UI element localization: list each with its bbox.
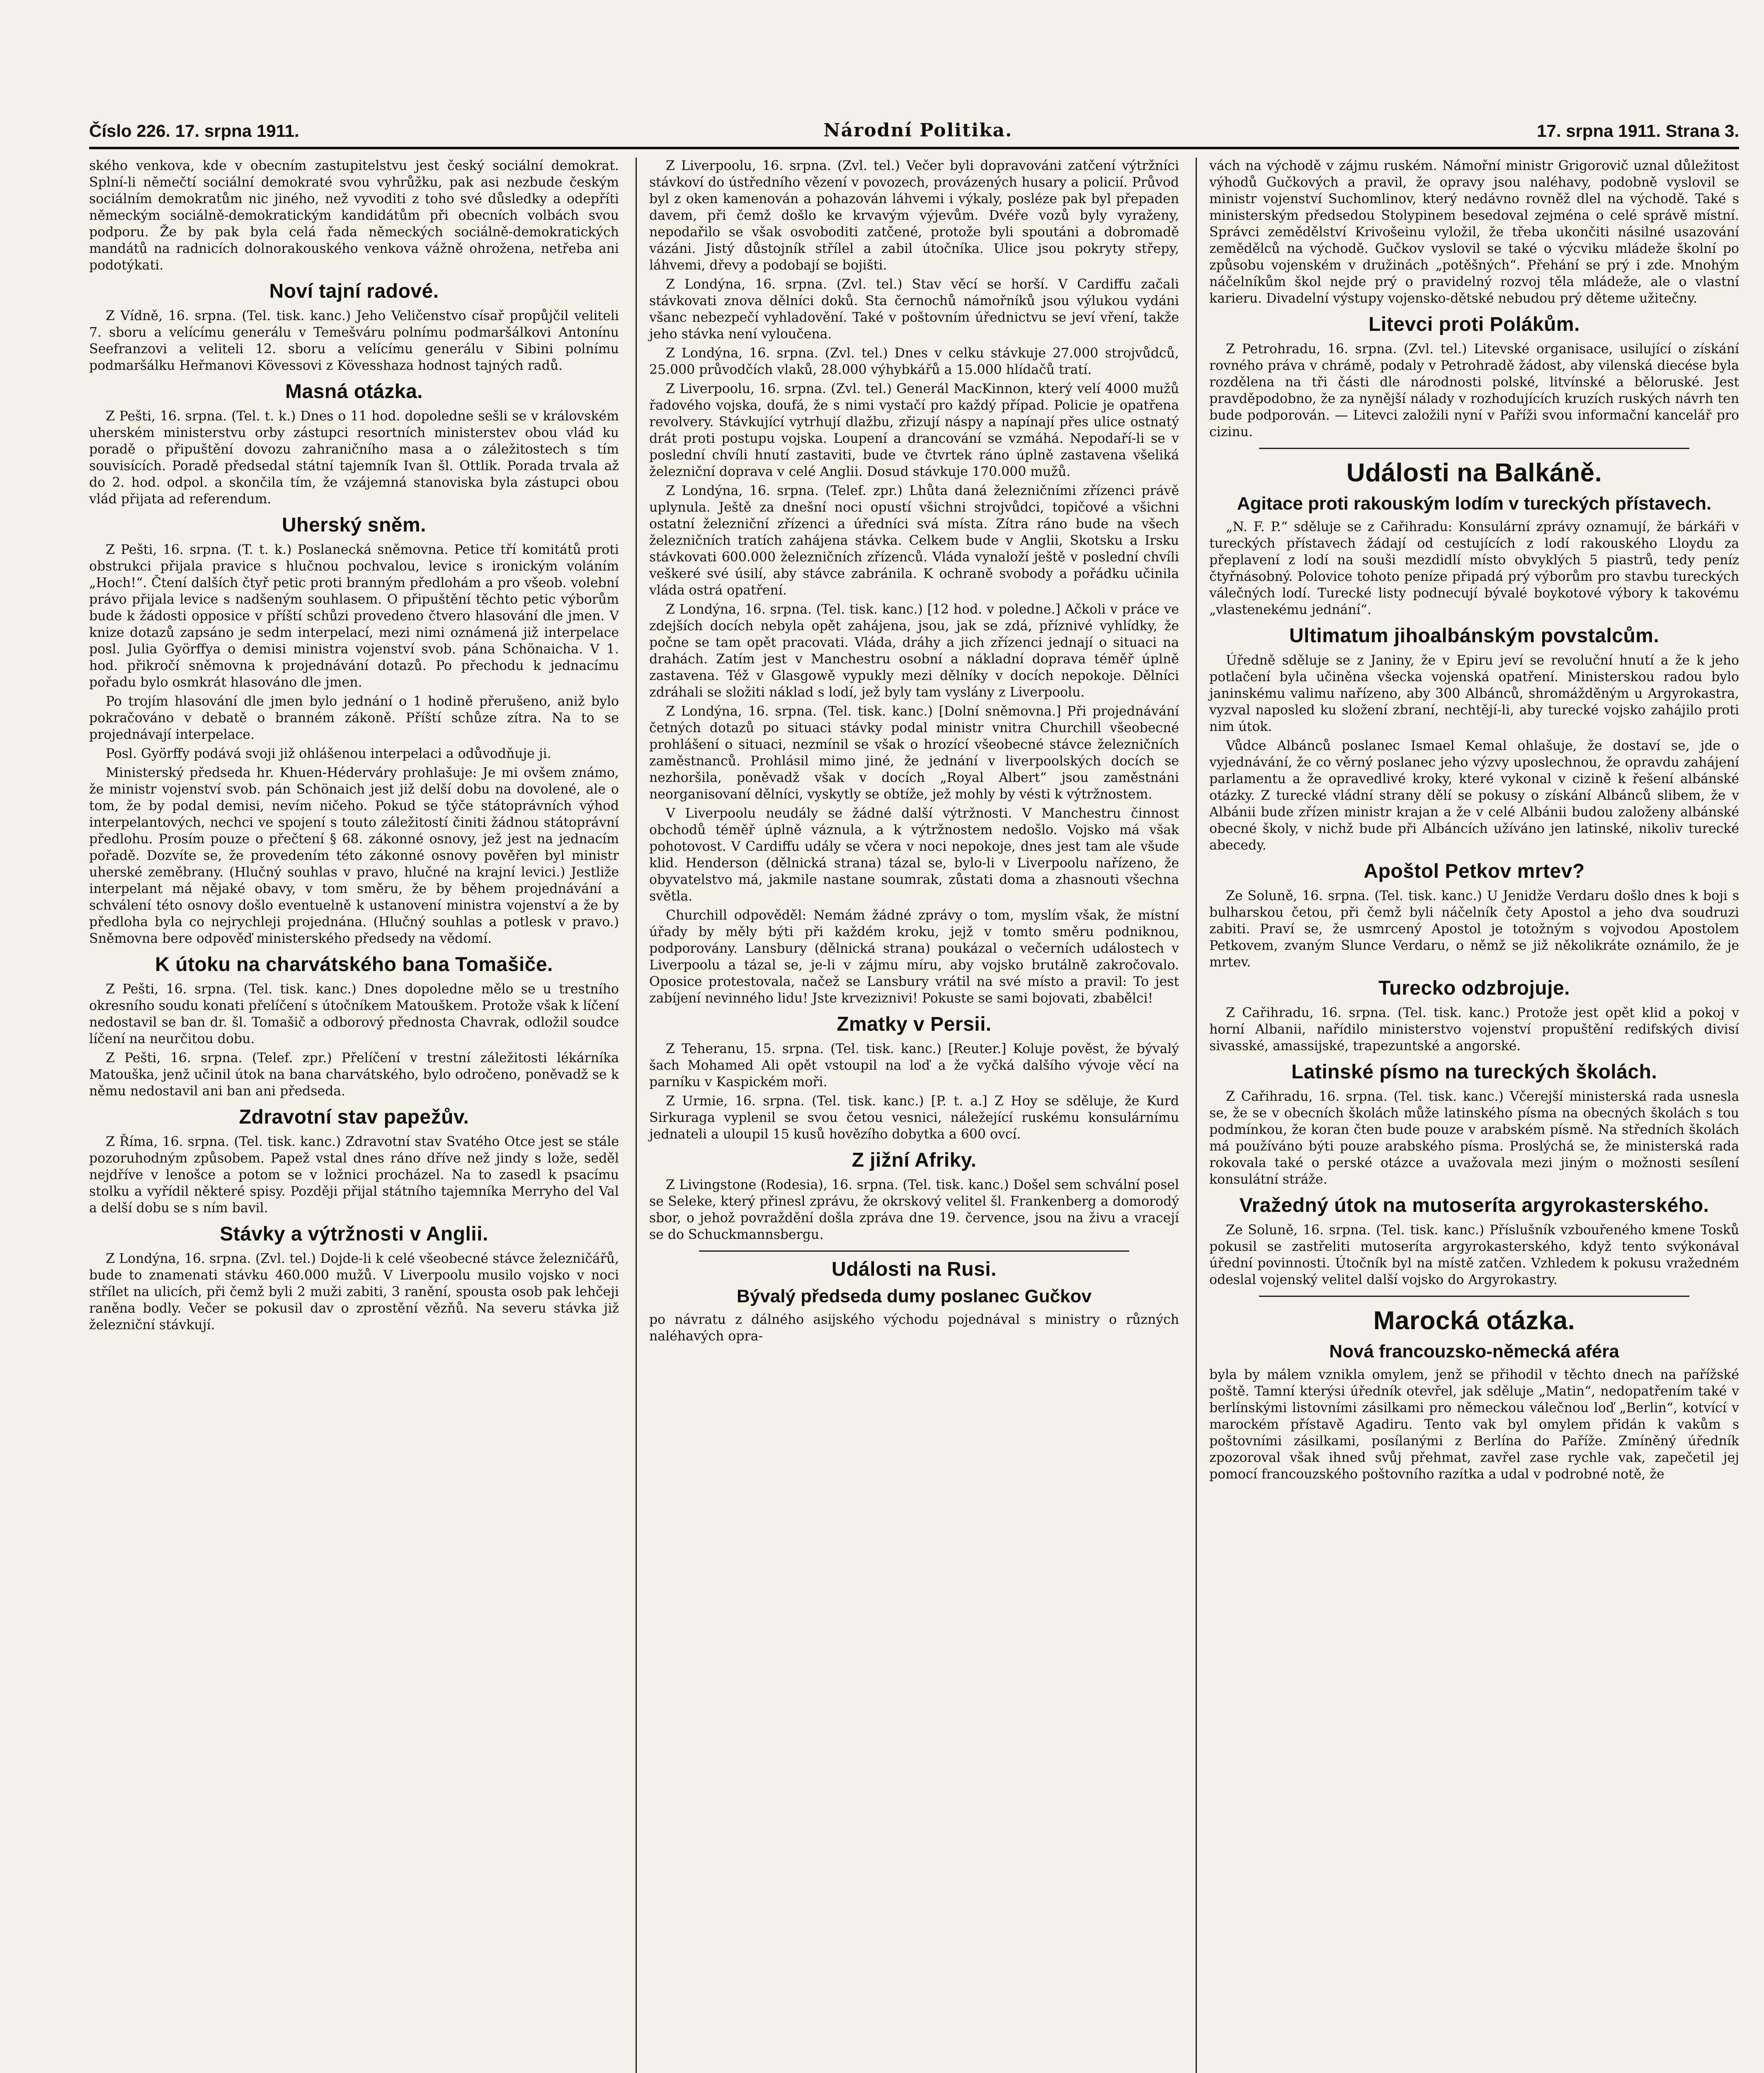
article-heading: K útoku na charvátského bana Tomašiče.: [155, 954, 553, 976]
paragraph: Z Londýna, 16. srpna. (Tel. tisk. kanc.) [Dolní sněmovna.] Při projednávání četných dotazů po situaci stávky podal ministr vnitra Churchill všeobecné prohlášení o situaci, nezmínil se však o hrozící všeobecné stávce železničních zaměstnanců. Prohlásil mimo jiné, že jednání v liverpoolských docích se nezhoršila, poněvadž však v docích „Royal Albert“ jsou zaměstnáni neorganisovaní dělníci, vyskytly se obtíže, jež mohly by vésti k výtržnostem.: [649, 704, 1179, 802]
page-info: 17. srpna 1911. Strana 3.: [1537, 121, 1739, 141]
article-heading: Vražedný útok na mutoseríta argyrokasterského.: [1239, 1194, 1709, 1216]
paragraph: vách na východě v zájmu ruském. Námořní ministr Grigorovič uznal důležitost výhodů Gučkových a pravil, že opravy jsou naléhavy, podobně vyslovil se ministr vojenství Suchomlinov, který nedávno rovněž dlel na východě. Také s ministerským předsedou Stolypinem besedoval zejména o celé správě místní. Správci zemědělství Krivošeinu vyložil, že třeba ukončiti násilné usazování zemědělců na východě. Gučkov vyslovil se také o výcviku mládeže školní po způsobu vojenském v družinách „potěšných“. Přehání se prý i zde. Mnohým náčelníkům škol nejde prý o pravidelný rozvoj těla mládeže, ale o vlastní karieru. Divadelní výstupy vojensko-dětské nebudou prý děteme užitečny.: [1209, 158, 1739, 306]
article-heading: Stávky a výtržnosti v Anglii.: [220, 1223, 488, 1245]
paragraph: Z Pešti, 16. srpna. (Telef. zpr.) Přelíčení v trestní záležitosti lékárníka Matouška, jenž učinil útok na bana charvátského, bylo odročeno, poněvadž se k němu nedostavil ani ban ani předseda.: [89, 1051, 619, 1099]
article-subheading: Bývalý předseda dumy poslanec Gučkov: [737, 1286, 1092, 1306]
newspaper-title: Národní Politika.: [823, 120, 1013, 141]
paragraph: Z Liverpoolu, 16. srpna. (Zvl. tel.) Generál MacKinnon, který velí 4000 mužů řadového vojska, doufá, že s nimi vystačí pro každý případ. Policie je opatřena revolvery. Stávkující vytrhují dlažbu, zřizují náspy a napínají přes ulice ostnatý drát proti postupu vojska. Loupení a drancování se vzmáhá. Nepodaří-li se v poslední chvíli hnutí zastaviti, bude ve čtvrtek ráno úplně zastavena všeliká železniční doprava v celé Anglii. Dosud stávkuje 170.000 mužů.: [649, 381, 1179, 479]
paragraph: V Liverpoolu neudály se žádné další výtržnosti. V Manchestru činnost obchodů téměř úplně váznula, a k výtržnostem nedošlo. Vojsko má však pohotovost. V Cardiffu udály se včera v noci nepokoje, dnes jest tam ale všude klid. Henderson (dělnická strana) tázal se, bylo-li v Liverpoolu nařízeno, že obyvatelstvo má, jakmile nastane soumrak, zůstati doma a zhasnouti všechna světla.: [649, 806, 1179, 904]
paragraph: Z Pešti, 16. srpna. (T. t. k.) Poslanecká sněmovna. Petice tří komitátů proti obstrukci přijala pravice s hlučnou pochvalou, levice s ironickým voláním „Hoch!“. Čtení dalších čtyř petic proti branným předlohám a pro všeob. volební právo přijala levice s nadšeným souhlasem. O připuštění těchto petic výborům bude k žádosti opposice v příští schůzi provedeno čtvero hlasování dle jmen. V knize dotazů zapsáno je sedm interpelací, mezi nimi oznámená již interpelace posl. Julia Györffya o demisi ministra vojenství svob. pána Schönaicha. V 1. hod. přikročí sněmovna k projednávání dotazů. Po přechodu k jednacímu pořadu bylo osmkrát hlasováno dle jmen.: [89, 542, 619, 690]
column-3: [1196, 158, 1739, 2073]
paragraph: Z Londýna, 16. srpna. (Zvl. tel.) Dnes v celku stávkuje 27.000 strojvůdců, 25.000 průvodčích vlaků, 28.000 výhybkářů a 15.000 hlídačů tratí.: [649, 346, 1179, 377]
article-heading: Litevci proti Polákům.: [1368, 313, 1580, 335]
section-divider: [699, 1250, 1129, 1252]
paragraph: Z Livingstone (Rodesia), 16. srpna. (Tel. tisk. kanc.) Došel sem schvální posel se Seleke, který přinesl zprávu, že okrskový velitel šl. Frankenberg a domorodý sbor, o jehož povraždění došla zpráva dne 19. července, jsou na živu a vracejí se do Schuckmannsbergu.: [649, 1177, 1179, 1242]
column-2: [636, 158, 1179, 2073]
paragraph: Z Urmie, 16. srpna. (Tel. tisk. kanc.) [P. t. a.] Z Hoy se sděluje, že Kurd Sirkuraga vyplenil se svou četou vesnici, náležející ruskému konsulárnímu jednateli a uloupil 15 kusů hovězího dobytka a 600 ovcí.: [649, 1094, 1179, 1142]
paragraph: Z Pešti, 16. srpna. (Tel. tisk. kanc.) Dnes dopoledne mělo se u trestního okresního soudu konati přelíčení s útočníkem Matouškem. Protože však k líčení nedostavil se ban dr. šl. Tomašič a odborový přednosta Chavrak, odložil soudce líčení na neurčitou dobu.: [89, 982, 619, 1046]
paragraph: Ze Soluně, 16. srpna. (Tel. tisk. kanc.) Příslušník vzbouřeného kmene Tosků pokusil se zastřeliti mutoseríta argyrokasterského, když tento svýkonával úřední povinnosti. Útočník byl na místě zatčen. Vzhledem k pokusu vražedném odeslal vojenský velitel další vojsko do Argyrokastry.: [1209, 1223, 1739, 1287]
paragraph: Z Pešti, 16. srpna. (Tel. t. k.) Dnes o 11 hod. dopoledne sešli se v královském uherském ministerstvu orby zástupci resortních ministerstev obou vlád ku poradě o připuštění dovozu zahraničního masa a o záležitostech s tím souvisících. Poradě předsedal státní tajemník Ivan šl. Ottlik. Porada trvala až do 2. hod. odpol. a skončila tím, že vzájemná stanoviska byla zástupci obou vlád přijata ad referendum.: [89, 409, 619, 507]
section-divider: [1259, 448, 1689, 449]
section-heading: Události na Balkáně.: [1346, 459, 1602, 487]
article-heading: Ultimatum jihoalbánským povstalcům.: [1289, 625, 1660, 647]
paragraph: byla by málem vznikla omylem, jenž se přihodil v těchto dnech na pařížské poště. Tamní kterýsi úředník otevřel, jak sděluje „Matin“, nedopatřením také v berlínskými listovními zásilkami pro německou válečnou loď „Berlin“, kotvící v marockém přístavě Agadiru. Tento vak byl omylem přidán k vakům s poštovními zásilkami, posílanými z Berlína do Paříže. Zmíněný úředník zpozoroval však ihned svůj přehmat, zavřel zase rychle vak, zapečetil jej pomocí francouzského poštovního razítka a udal v podrobné notě, že: [1209, 1367, 1739, 1482]
column-1: [89, 158, 619, 2073]
paragraph: Po trojím hlasování dle jmen bylo jednání o 1 hodině přerušeno, aniž bylo pokračováno v debatě o branném zákoně. Příští schůze zítra. Na to se projednávají interpelace.: [89, 694, 619, 742]
paragraph: Churchill odpověděl: Nemám žádné zprávy o tom, myslím však, že místní úřady by měly býti při každém kroku, jejž v tomto směru podniknou, podporovány. Lansbury (dělnická strana) poukázal o večerních událostech v Liverpoolu a tázal se, je-li v zájmu míru, aby vojsko brutálně zakročovalo. Oposice protestovala, načež se Lansbury vrátil na své místo a pravil: To jest zabíjení nevinného lidu! Jste krveziznivi! Pokuste se sami bojovati, zbabělci!: [649, 908, 1179, 1006]
paragraph: Z Cařihradu, 16. srpna. (Tel. tisk. kanc.) Protože jest opět klid a pokoj v horní Albanii, nařídilo ministerstvo vojenství propuštění redifských divisí sivasské, amassijské, trapezuntské a angorské.: [1209, 1005, 1739, 1053]
paragraph: „N. F. P.“ sděluje se z Cařihradu: Konsulární zprávy oznamují, že bárkáři v tureckých přístavech žádají od cestujících z lodí rakouského Lloydu za přeplavení z lodí na souši mezdidlí místo obvyklých 5 piastrů, tedy peníz čtyřnásobný. Polovice tohoto peníze připadá prý výborům pro stavbu tureckých válečných lodí. Turecké listy podnecují bývalé boykotové výbory k takovému „vlastenekému jednání“.: [1209, 519, 1739, 617]
article-columns: [89, 158, 1739, 2073]
newspaper-page: [89, 120, 1739, 2073]
article-heading: Masná otázka.: [285, 381, 423, 403]
article-heading: Uherský sněm.: [281, 514, 426, 536]
article-heading: Turecko odzbrojuje.: [1378, 977, 1570, 999]
article-heading: Noví tajní radové.: [269, 280, 439, 302]
article-heading: Latinské písmo na tureckých školách.: [1291, 1061, 1657, 1083]
issue-info: Číslo 226. 17. srpna 1911.: [89, 121, 299, 141]
article-heading: Zmatky v Persii.: [837, 1013, 992, 1035]
paragraph: Ministerský předseda hr. Khuen-Héderváry prohlašuje: Je mi ovšem známo, že ministr vojenství svob. pán Schönaich jest již delší dobu na dovolené, ale o tom, že by podal demisi, nevím ničeho. Pokud se týče státoprávních výhod interpelantových, nechci ve spojení s touto záležitostí činiti žádnou státoprávní předlohu. Prosím pouze o přečtení § 68. zákonné osnovy, jež jest na jednacím pořadě. Dozvíte se, že provedením této zákonné osnovy pověřen byl ministr uherské zeměbrany. (Hlučný souhlas v pravo, hlučné na krajní levici.) Jestliže interpelant má nějaké obavy, v tom směru, že by během projednávání a schválení této osnovy došlo eventuelně k ustanovení ministra vojenství a že by předloha byla co nejrychleji projednána. (Hlučný souhlas a potlesk v pravo.) Sněmovna bere odpověď ministerského předsedy na vědomí.: [89, 765, 619, 946]
paragraph: Z Londýna, 16. srpna. (Zvl. tel.) Dojde-li k celé všeobecné stávce železničářů, bude to znamenati stávku 460.000 mužů. V Liverpoolu musilo vojsko v noci střílet na ulicích, při čemž byli 2 muži zabiti, 3 ranění, spousta osob pak lehčeji raněna bodly. Večer se pokusil dav o zprostění vězňů. Na severu stávka již železniční stávkují.: [89, 1251, 619, 1333]
paragraph: Z Teheranu, 15. srpna. (Tel. tisk. kanc.) [Reuter.] Koluje pověst, že bývalý šach Mohamed Ali opět vstoupil na loď a že vyčká dalšího vývoje věcí na parníku v Kaspickém moři.: [649, 1041, 1179, 1090]
paragraph: po návratu z dálného asijského východu pojednával s ministry o různých naléhavých opra-: [649, 1312, 1179, 1344]
article-heading: Apoštol Petkov mrtev?: [1364, 860, 1585, 882]
article-heading: Zdravotní stav papežův.: [239, 1106, 469, 1128]
section-divider: [1259, 1296, 1689, 1297]
paragraph: Ze Soluně, 16. srpna. (Tel. tisk. kanc.) U Jenidže Verdaru došlo dnes k boji s bulharskou četou, při čemž byli náčelník čety Apostol a jeho dva soudruzi zabiti. Praví se, že usmrcený Apostol je totožným s vojvodou Apostolem Petkovem, zvaným Slunce Verdaru, o němž se již několikráte oznámilo, že je mrtev.: [1209, 888, 1739, 970]
paragraph: Úředně sděluje se z Janiny, že v Epiru jeví se revoluční hnutí a že k jeho potlačení byla učiněna všecka vojenská opatření. Ministerskou radou bylo janinskému valimu nařízeno, aby 300 Albánců, shromážděným u Argyrokastra, vyzval naposled ku složení zbraní, nechtějí-li, aby turecké vojsko zahájilo proti nim útok.: [1209, 653, 1739, 734]
paragraph: Z Londýna, 16. srpna. (Tel. tisk. kanc.) [12 hod. v poledne.] Ačkoli v práce ve zdejších docích nebyla opět zahájena, jsou, jak se zdá, příznivé vyhlídky, že počne se tam opět pracovati. Vláda, dráhy a jich zřízenci jednají o situaci na drahách. Zatím jest v Manchestru osobní a nákladní doprava téměř úplně zastavena. Též v Glasgowě vypukly mezi dělníky v docích nepokoje. Dělníci zdráhali se složiti náklad s lodí, jež byly tam vyslány z Liverpoolu.: [649, 602, 1179, 700]
article-heading: Z jižní Afriky.: [852, 1149, 977, 1171]
paragraph: Z Londýna, 16. srpna. (Zvl. tel.) Stav věcí se horší. V Cardiffu začali stávkovati znova dělníci doků. Sta černochů námořníků jsou výlukou vydáni všanc nebezpečí vyhladovění. Také v poštovním úřednictvu se jeví vření, takže jeho stávka není vyloučena.: [649, 277, 1179, 342]
section-heading: Události na Rusi.: [832, 1258, 997, 1280]
paragraph: Z Londýna, 16. srpna. (Telef. zpr.) Lhůta daná železničními zřízenci právě uplynula. Ještě za dnešní noci opustí všichni strojvůdci, topičové a všichni ostatní železniční zřízenci a úředníci svá místa. Zítra ráno bude na všech železničních tratích zahájena stávka. Celkem bude v Anglii, Skotsku a Irsku stávkovati 600.000 železničních zřízenců. Vláda vynaloží ještě v poslední chvíli veškeré své úsilí, aby stávce zabránila. K ochraně svobody a pořádku učinila vláda ostrá opatření.: [649, 483, 1179, 598]
paragraph: Z Petrohradu, 16. srpna. (Zvl. tel.) Litevské organisace, usilující o získání rovného práva v chrámě, podaly v Petrohradě žádost, aby vilenská diecése byla rozdělena na tři části dle národnosti polské, litvínské a běloruské. Jest pravděpodobno, že za nynější nálady v rozhodujících kruzích ruských návrh ten bude podporován. — Litevci založili nyní v Paříži svou informační kancelář pro cizinu.: [1209, 342, 1739, 439]
paragraph: ského venkova, kde v obecním zastupitelstvu jest český sociální demokrat. Splní-li němečtí sociální demokraté svou vyhrůžku, pak asi nezbude českým sociálním demokratům nic jiného, než vyvoditi z toho své důsledky a odepříti německým sociálně-demokratickým kandidátům při obecních volbách svou podporu. Že by pak byla celá řada německých sociálně-demokratických mandátů na radnicích dolnorakouského venkova vážně ohrožena, netřeba ani podotýkati.: [89, 158, 619, 273]
paragraph: Z Liverpoolu, 16. srpna. (Zvl. tel.) Večer byli dopravováni zatčení výtržníci stávkoví do ústředního vězení v povozech, provázených husary a policií. Průvod byl z oken kamenován a pohazován láhvemi i výkaly, posléze pak byl přepaden davem, při čemž došlo ke krvavým výjevům. Dvéře vozů byly vyraženy, nepodařilo se však osvoboditi zatčené, protože byli spoutáni a dobromadě vázáni. Jistý důstojník střílel a zabil útočníka. Ulice jsou pokryty střepy, láhvemi, dřevy a podobají se bojišti.: [649, 158, 1179, 273]
section-heading: Marocká otázka.: [1373, 1306, 1575, 1335]
paragraph: Z Říma, 16. srpna. (Tel. tisk. kanc.) Zdravotní stav Svatého Otce jest se stále pozoruhodným způsobem. Papež vstal dnes ráno dříve než jindy s lože, seděl nejdříve v lenošce a potom se v ložnici procházel. Na to zasedl k psacímu stolku a vyřídil některé spisy. Později přijal státního tajemníka Merryho del Val a delší dobu se s ním bavil.: [89, 1134, 619, 1216]
paragraph: Z Vídně, 16. srpna. (Tel. tisk. kanc.) Jeho Veličenstvo císař propůjčil veliteli 7. sboru a velícímu generálu v Temešváru polnímu podmaršálkovi Antonínu Seefranzovi a veliteli 12. sboru a velícímu generálu v Sibini polnímu podmaršálku Heřmanovi Kövessovi z Kövesshaza hodnost tajných radů.: [89, 308, 619, 373]
masthead: [89, 120, 1739, 149]
paragraph: Z Cařihradu, 16. srpna. (Tel. tisk. kanc.) Včerejší ministerská rada usnesla se, že se v obecních školách může latinského písma na obecných školách s tou podmínkou, že koran čten bude pouze v arabském písmě. Na středních školách má používáno býti pouze arabského písma. Proslýchá se, že ministerská rada rokovala také o perské otázce a uvažovala mezi jiným o možnosti sesílení konsulátní stráže.: [1209, 1089, 1739, 1187]
paragraph: Posl. Györffy podává svoji již ohlášenou interpelaci a odůvodňuje ji.: [106, 746, 551, 761]
article-subheading: Nová francouzsko-německá aféra: [1329, 1341, 1619, 1362]
paragraph: Vůdce Albánců poslanec Ismael Kemal ohlašuje, že dostaví se, jde o vyjednávání, že co věrný poslanec jeho výzvy uposlechnou, že opravdu zahájení parlamentu a že opravedlivé kroky, které vykonal v cizině k řešení albánské otázky. Z turecké vládní strany dělí se pokusy o získání Albánců slibem, že v Albánii bude zřízen ministr krajan a že v celé Albánii budou založeny albánské obecné školy, v nichž bude při Albáncích užíváno jen latinské, nikoliv turecké abecedy.: [1209, 738, 1739, 853]
article-subheading: Agitace proti rakouským lodím v tureckých přístavech.: [1237, 493, 1712, 514]
